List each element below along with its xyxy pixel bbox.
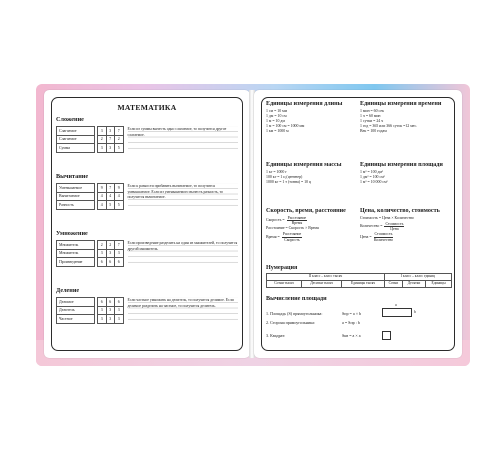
formula-label: 1. Площадь (S) прямоугольника:: [266, 310, 323, 316]
section-title: Сложение: [56, 116, 84, 123]
cell: 3: [115, 306, 124, 315]
row-label: Частное: [57, 315, 95, 324]
numerator: Расстояние: [282, 232, 302, 237]
list-item: 1 см = 10 мм: [266, 108, 288, 113]
denominator: Цена: [390, 226, 399, 231]
list-item: 1 сутки = 24 ч: [360, 118, 384, 123]
cell: 6: [98, 258, 107, 267]
cell: 6: [106, 298, 115, 307]
list-item: 1 дм = 10 см: [266, 113, 287, 118]
list-item: 1 год = 365 или 366 суток =12 мес.: [360, 123, 418, 128]
cell: 6: [115, 298, 124, 307]
section-multiplication: [56, 230, 238, 267]
section-title: Единицы измерения площади: [360, 162, 443, 168]
cell: 2: [98, 241, 107, 250]
table-row: [57, 315, 124, 324]
cell: 4: [115, 192, 124, 201]
cell: 9: [98, 184, 107, 193]
table-row: [57, 135, 124, 144]
time-formula: [266, 232, 358, 242]
cell: Десятки тысяч: [301, 280, 341, 287]
section-title: Единицы измерения длины: [266, 101, 343, 107]
page-title: МАТЕМАТИКА: [117, 103, 177, 112]
units-panel: [261, 97, 455, 351]
numeration-section: [266, 265, 452, 288]
section-title: Единицы измерения времени: [360, 101, 442, 107]
operation-table: [56, 240, 124, 267]
section-subtraction: [56, 173, 238, 210]
cell: Единицы: [426, 280, 452, 287]
square-shape: [382, 331, 391, 340]
cell: Десятки: [402, 280, 425, 287]
area-rect-row: [266, 303, 452, 318]
section-title: Цена, количество, стоимость: [360, 208, 440, 214]
row-label: Множитель: [57, 241, 95, 250]
rule-text: Если к разности прибавить вычитаемое, то получится уменьшаемое. Если из уменьшаемого вычесть разность, то получится вычитаемое.: [128, 183, 239, 210]
section-title: Вычисление площади: [266, 296, 327, 302]
cell: 3: [106, 315, 115, 324]
section-division: [56, 287, 238, 324]
cell: 3: [115, 315, 124, 324]
rule-text: Если из суммы вычесть одно слагаемое, то получится другое слагаемое.: [128, 126, 239, 153]
cell: 7: [115, 241, 124, 250]
cell: 5: [115, 144, 124, 153]
cell: 5: [115, 201, 124, 210]
cell: 3: [106, 144, 115, 153]
area-square-row: [266, 331, 452, 340]
row-label: Слагаемое: [57, 135, 95, 144]
formula: Sкв = a × a: [342, 333, 361, 338]
price-formula: [360, 232, 452, 242]
table-row: [57, 306, 124, 315]
area-units: [360, 162, 452, 185]
cell: 3: [98, 315, 107, 324]
section-title: Единицы измерения массы: [266, 162, 342, 168]
operation-table: [56, 126, 124, 153]
cell: 3: [106, 306, 115, 315]
cell: 3: [98, 306, 107, 315]
table-row: [57, 127, 124, 136]
side-label: a: [395, 303, 397, 307]
denominator: Количество: [373, 237, 394, 242]
quantity-formula: [360, 222, 452, 232]
section-title: Скорость, время, расстояние: [266, 208, 346, 214]
cell: 3: [115, 249, 124, 258]
list-item: 1 ч = 60 мин: [360, 113, 381, 118]
cell: 6: [115, 258, 124, 267]
class-header: II класс – класс тысяч: [267, 273, 385, 280]
formula-label: 2. Сторона прямоугольника:: [266, 320, 316, 325]
table-row: [57, 249, 124, 258]
cell: 3: [106, 127, 115, 136]
numeration-table: [266, 273, 452, 288]
formula-label: 3. Квадрат:: [266, 333, 286, 338]
numerator: Расстояние: [287, 215, 307, 220]
row-label: Сумма: [57, 144, 95, 153]
formula-label: Количество =: [360, 223, 383, 228]
numerator: Стоимость: [374, 232, 393, 237]
cell: Сотни тысяч: [267, 280, 302, 287]
cell: 2: [106, 241, 115, 250]
math-panel: [51, 97, 243, 351]
cell: 2: [98, 135, 107, 144]
cell: 2: [115, 135, 124, 144]
right-page: [254, 90, 462, 358]
cell: 6: [98, 298, 107, 307]
speed-section: [266, 208, 358, 242]
cell: 3: [106, 249, 115, 258]
list-item: 1 км = 1000 м: [266, 128, 289, 133]
cell: 9: [115, 184, 124, 193]
list-item: 100 кг = 1 ц (центнер): [266, 174, 303, 179]
list-item: 1 м² = 10 000 см²: [360, 179, 388, 184]
cell: Сотни: [384, 280, 402, 287]
price-section: [360, 208, 452, 242]
formula-label: Цена =: [360, 234, 372, 239]
row-label: Слагаемое: [57, 127, 95, 136]
cell: 7: [106, 184, 115, 193]
list-item: 1 кг = 1000 г: [266, 169, 287, 174]
operation-table: [56, 297, 124, 324]
list-item: 1 мин = 60 сек: [360, 108, 384, 113]
list-item: 1 дм² = 100 см²: [360, 174, 385, 179]
row-label: Разность: [57, 201, 95, 210]
class-header: I класс – класс единиц: [384, 273, 451, 280]
table-row: [57, 192, 124, 201]
area-side-row: [266, 320, 452, 325]
table-row: [57, 184, 124, 193]
row-label: Делимое: [57, 298, 95, 307]
table-row: [267, 273, 452, 280]
table-row: [57, 258, 124, 267]
rule-text: Если произведение разделить на один из множителей, то получится другой множитель.: [128, 240, 239, 267]
rule-text: Если частное умножить на делитель, то получится делимое. Если делимое разделить на частное, то получится делитель.: [128, 297, 239, 324]
denominator: Скорость: [284, 237, 300, 242]
formula: a = Sпр : b: [342, 320, 360, 325]
side-label: b: [414, 310, 416, 314]
cost-formula: Стоимость = Цена × Количество: [360, 215, 414, 220]
table-row: [57, 241, 124, 250]
denominator: Время: [291, 220, 303, 225]
cell: 3: [98, 249, 107, 258]
cell: Единицы тысяч: [342, 280, 385, 287]
table-row: [267, 280, 452, 287]
cell: 4: [106, 192, 115, 201]
list-item: Век = 100 годам: [360, 128, 387, 133]
list-item: 1000 кг = 1 т (тонна) = 10 ц: [266, 179, 312, 184]
table-row: [57, 144, 124, 153]
list-item: 1 м = 10 дм: [266, 118, 285, 123]
cell: 3: [98, 144, 107, 153]
list-item: 1 м² = 100 дм²: [360, 169, 384, 174]
mass-units: [266, 162, 358, 185]
row-label: Вычитаемое: [57, 192, 95, 201]
operation-table: [56, 183, 124, 210]
left-page: [44, 90, 250, 358]
numerator: Стоимость: [385, 221, 404, 226]
area-calc-section: [266, 296, 452, 304]
cell: 4: [98, 201, 107, 210]
time-units: [360, 101, 452, 134]
row-label: Произведение: [57, 258, 95, 267]
cell: 7: [115, 127, 124, 136]
list-item: 1 м = 100 см = 1000 мм: [266, 123, 305, 128]
length-units: [266, 101, 358, 134]
section-title: Деление: [56, 287, 80, 294]
cell: 4: [98, 192, 107, 201]
row-label: Уменьшаемое: [57, 184, 95, 193]
cell: 7: [106, 135, 115, 144]
row-label: Множитель: [57, 249, 95, 258]
rectangle-shape: [382, 308, 412, 317]
section-title: Умножение: [56, 230, 88, 237]
section-addition: [56, 116, 238, 153]
formula: Sпр = a × b: [342, 310, 362, 316]
row-label: Делитель: [57, 306, 95, 315]
section-title: Вычитание: [56, 173, 89, 180]
cell: 5: [106, 201, 115, 210]
distance-formula: Расстояние = Скорость × Время: [266, 226, 319, 231]
cell: 6: [106, 258, 115, 267]
cell: 3: [98, 127, 107, 136]
formula-label: Время =: [266, 234, 280, 239]
speed-formula: [266, 216, 358, 226]
formula-label: Скорость =: [266, 217, 285, 222]
section-title: Нумерация: [266, 265, 298, 271]
table-row: [57, 298, 124, 307]
table-row: [57, 201, 124, 210]
